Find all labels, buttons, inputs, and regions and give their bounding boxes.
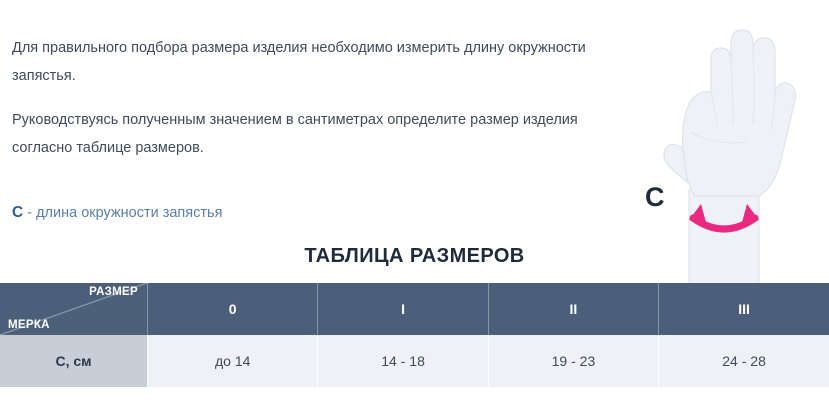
row-label-c: C, см: [0, 335, 148, 387]
intro-paragraph-1: Для правильного подбора размера изделия необходимо измерить длину окружности запястья.: [12, 40, 586, 84]
legend-line: [12, 203, 222, 223]
table-header-corner: [0, 283, 148, 335]
table-header-col-2: II: [488, 283, 658, 335]
table-header-col-1: I: [318, 283, 488, 335]
header-size-label: РАЗМЕР: [89, 286, 138, 298]
table-row: [0, 335, 829, 387]
hand-illustration: [631, 0, 829, 285]
intro-paragraph-2: Руководствуясь полученным значением в сантиметрах определите размер изделия согласно таблице размеров.: [12, 112, 578, 156]
intro-text-block: [12, 34, 632, 162]
table-header-col-3: III: [659, 283, 829, 335]
table-header-col-0: 0: [148, 283, 318, 335]
legend-symbol: C: [12, 204, 24, 221]
row-value-2: 19 - 23: [488, 335, 658, 387]
legend-text: - длина окружности запястья: [23, 205, 223, 221]
header-measure-label: МЕРКА: [8, 319, 50, 331]
row-value-3: 24 - 28: [659, 335, 829, 387]
open-hand-icon: [631, 0, 829, 285]
size-table-title: ТАБЛИЦА РАЗМЕРОВ: [304, 245, 525, 267]
bottom-whitespace: [0, 387, 829, 414]
row-value-0: до 14: [148, 335, 318, 387]
measure-c-label: C: [645, 182, 665, 212]
table-header-row: [0, 283, 829, 335]
row-value-1: 14 - 18: [318, 335, 488, 387]
size-table: [0, 283, 829, 387]
